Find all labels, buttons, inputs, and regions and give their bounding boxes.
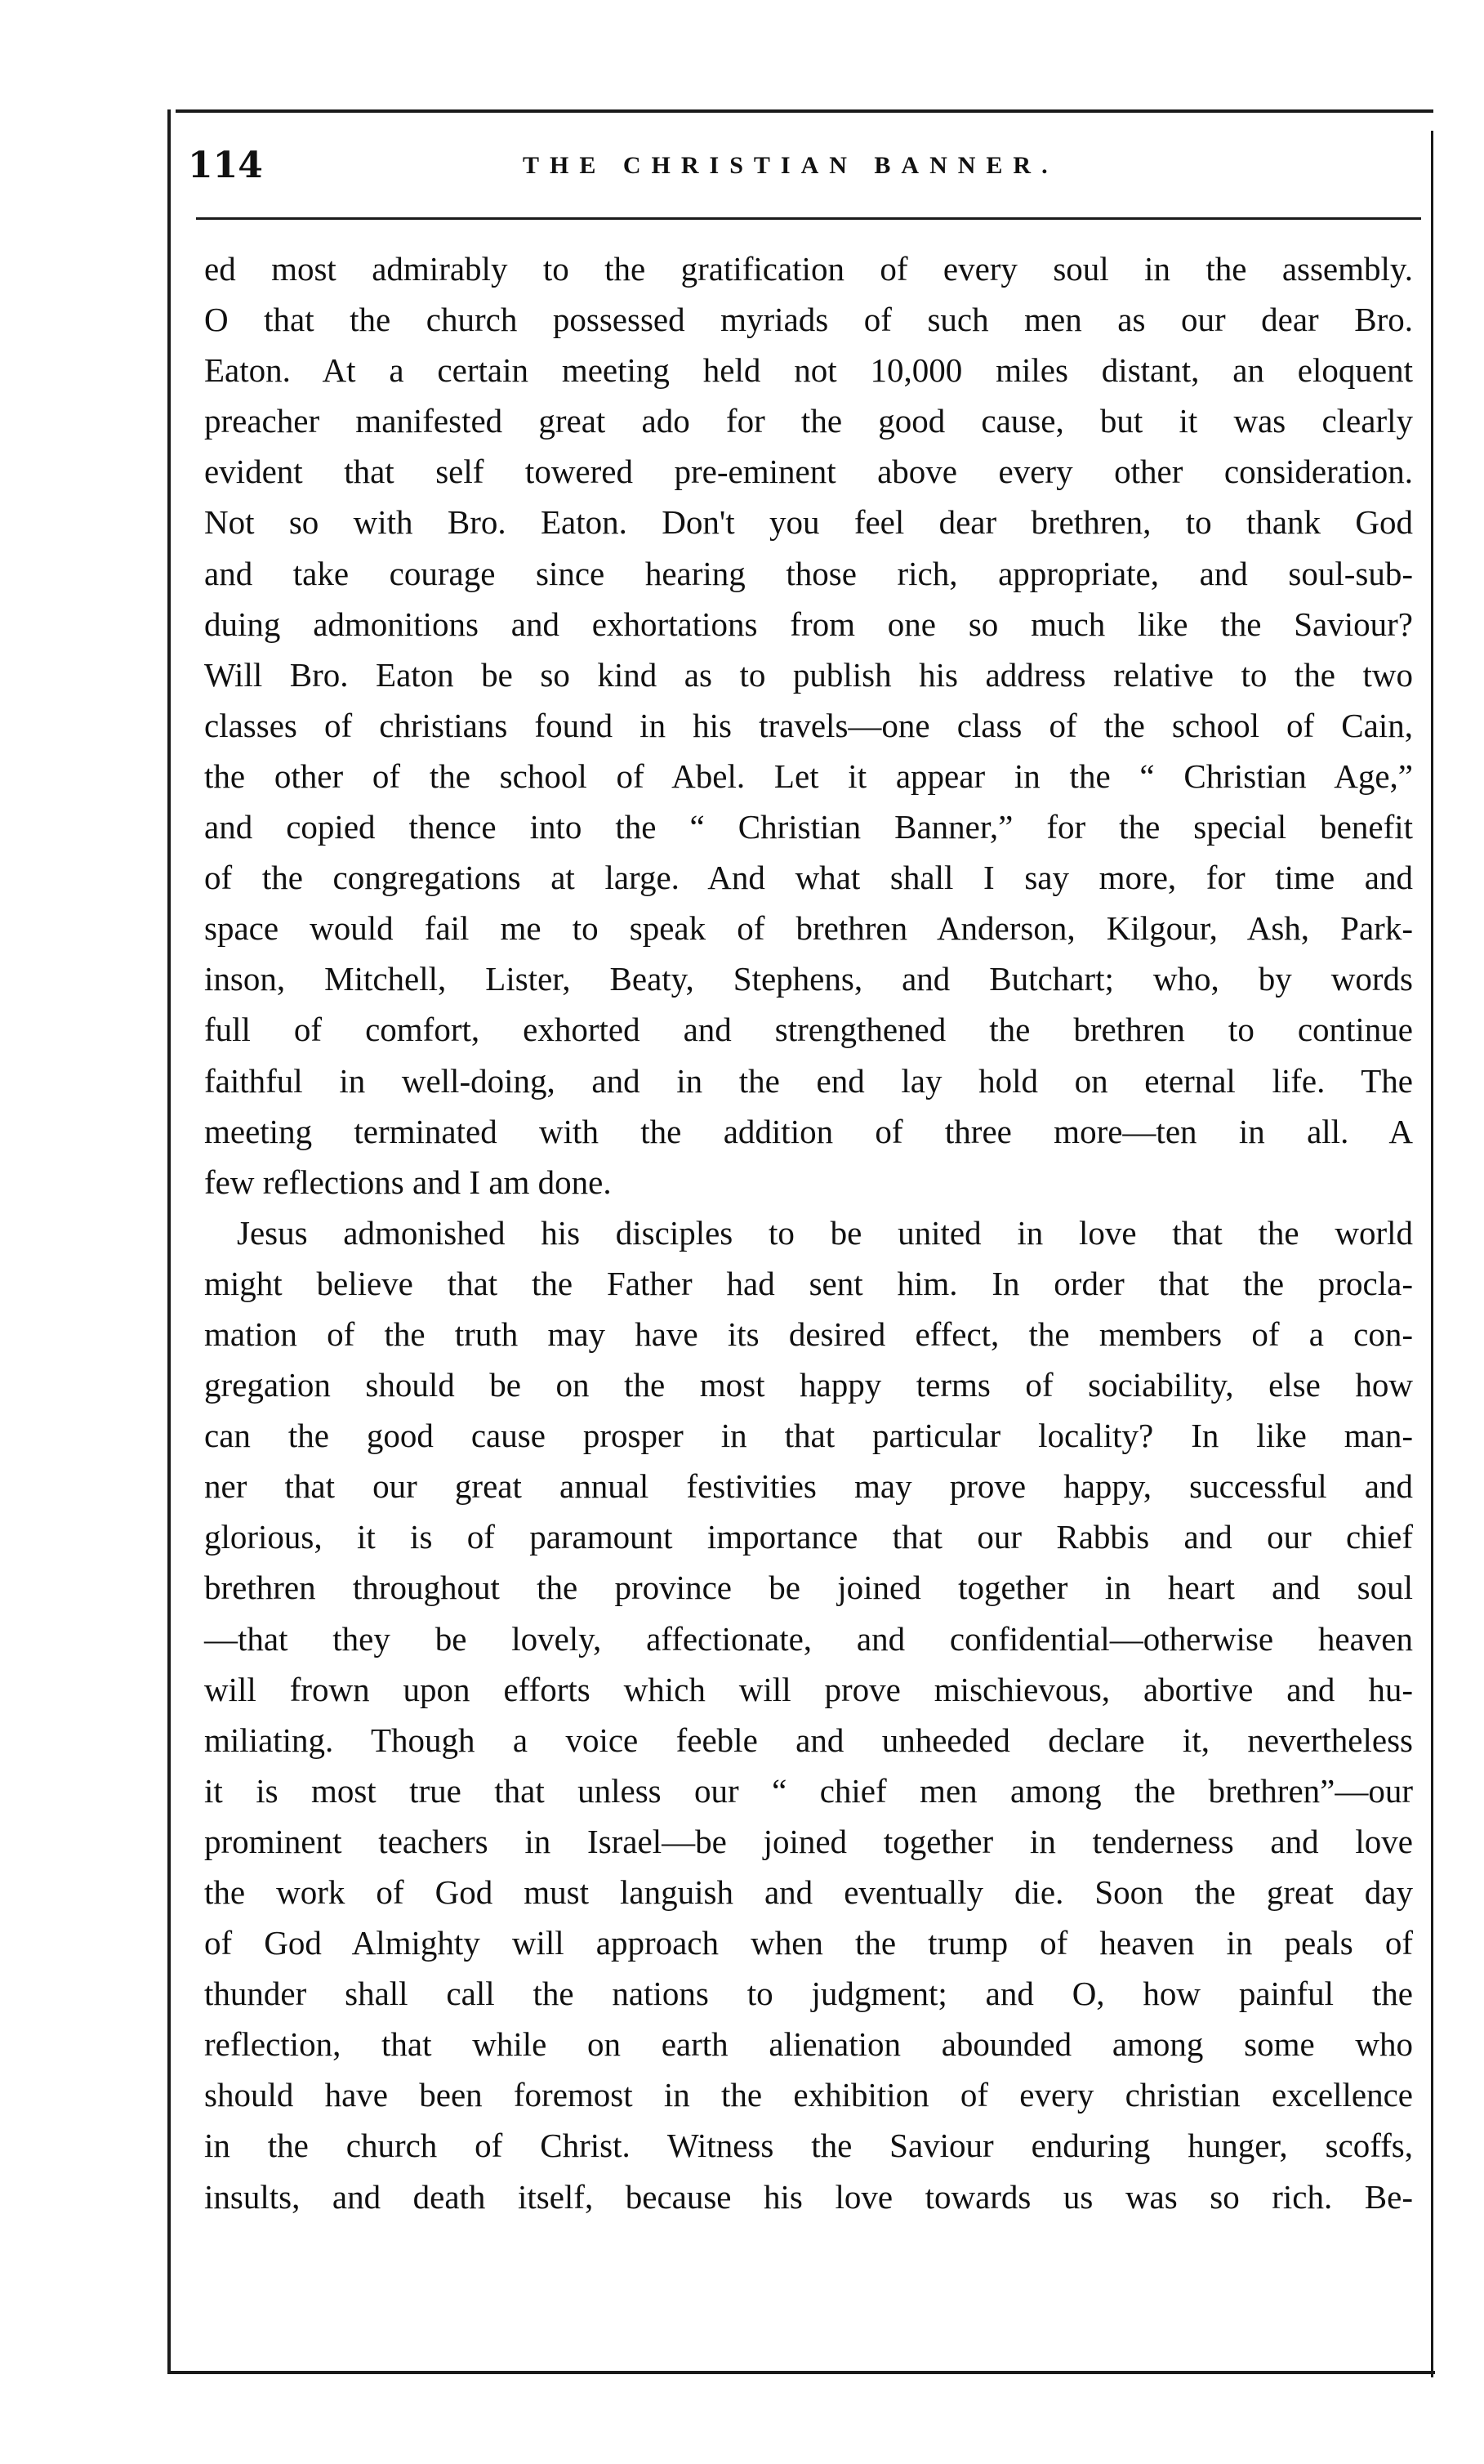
text-line: —that they be lovely, affectionate, and confidential—otherwise heaven <box>204 1619 1413 1658</box>
text-line: Eaton. At a certain meeting held not 10,000 miles distant, an eloquent <box>204 351 1413 390</box>
text-line: of the congregations at large. And what shall I say more, for time and <box>204 859 1413 897</box>
text-line: O that the church possessed myriads of such men as our dear Bro. <box>204 301 1413 339</box>
text-line: might believe that the Father had sent him. In order that the procla- <box>204 1264 1413 1302</box>
text-line: of God Almighty will approach when the trump of heaven in peals of <box>204 1924 1413 1962</box>
text-line: gregation should be on the most happy terms of sociability, else how <box>204 1366 1413 1404</box>
text-line: inson, Mitchell, Lister, Beaty, Stephens, and Butchart; who, by words <box>204 960 1413 998</box>
text-line: will frown upon efforts which will prove mischievous, abortive and hu- <box>204 1670 1413 1708</box>
page-frame-left-rule <box>167 109 171 2372</box>
text-line: ner that our great annual festivities may prove happy, successful and <box>204 1467 1413 1506</box>
text-line: insults, and death itself, because his love towards us was so rich. Be- <box>204 2177 1413 2216</box>
text-line: it is most true that unless our “ chief men among the brethren”—our <box>204 1771 1413 1810</box>
text-line: in the church of Christ. Witness the Saviour enduring hunger, scoffs, <box>204 2127 1413 2165</box>
text-line: prominent teachers in Israel—be joined together in tenderness and love <box>204 1822 1413 1860</box>
text-line: should have been foremost in the exhibition of every christian excellence <box>204 2076 1413 2114</box>
text-line: duing admonitions and exhortations from one so much like the Saviour? <box>204 605 1413 643</box>
text-line: Will Bro. Eaton be so kind as to publish his address relative to the two <box>204 655 1413 694</box>
text-line: classes of christians found in his travels—one class of the school of Cain, <box>204 706 1413 744</box>
text-line: space would fail me to speak of brethren Anderson, Kilgour, Ash, Park- <box>204 909 1413 948</box>
text-line: thunder shall call the nations to judgment; and O, how painful the <box>204 1975 1413 2013</box>
text-line: preacher manifested great ado for the good cause, but it was clearly <box>204 402 1413 440</box>
text-line: mation of the truth may have its desired effect, the members of a con- <box>204 1315 1413 1353</box>
text-line: glorious, it is of paramount importance that our Rabbis and our chief <box>204 1518 1413 1556</box>
text-line: the other of the school of Abel. Let it appear in the “ Christian Age,” <box>204 757 1413 795</box>
running-title: THE CHRISTIAN BANNER. <box>523 152 1058 179</box>
text-line: reflection, that while on earth alienation abounded among some who <box>204 2025 1413 2064</box>
paragraph-start-line: Jesus admonished his disciples to be united in love that the world <box>237 1213 1413 1252</box>
page-frame-right-rule <box>1431 131 1433 2377</box>
page-frame-top-rule <box>176 109 1433 113</box>
page-number: 114 <box>188 145 263 186</box>
text-line: miliating. Though a voice feeble and unheeded declare it, nevertheless <box>204 1721 1413 1759</box>
text-line: ed most admirably to the gratification of every soul in the assembly. <box>204 250 1413 288</box>
text-line: brethren throughout the province be joined together in heart and soul <box>204 1569 1413 1607</box>
page-header <box>188 137 1421 194</box>
text-line: meeting terminated with the addition of three more—ten in all. A <box>204 1112 1413 1150</box>
text-line: Not so with Bro. Eaton. Don't you feel dear brethren, to thank God <box>204 503 1413 542</box>
text-line: and copied thence into the “ Christian Banner,” for the special benefit <box>204 808 1413 846</box>
body-text <box>204 243 1413 2222</box>
text-line: the work of God must languish and eventually die. Soon the great day <box>204 1873 1413 1911</box>
paragraph-end-line: few reflections and I am done. <box>204 1163 612 1201</box>
text-line: full of comfort, exhorted and strengthened the brethren to continue <box>204 1011 1413 1049</box>
text-line: and take courage since hearing those rich, appropriate, and soul-sub- <box>204 554 1413 592</box>
text-line: can the good cause prosper in that particular locality? In like man- <box>204 1417 1413 1455</box>
text-line: faithful in well-doing, and in the end lay hold on eternal life. The <box>204 1061 1413 1100</box>
text-line: evident that self towered pre-eminent above every other consideration. <box>204 453 1413 491</box>
page-frame-bottom-rule <box>167 2371 1435 2374</box>
header-rule <box>196 217 1421 220</box>
